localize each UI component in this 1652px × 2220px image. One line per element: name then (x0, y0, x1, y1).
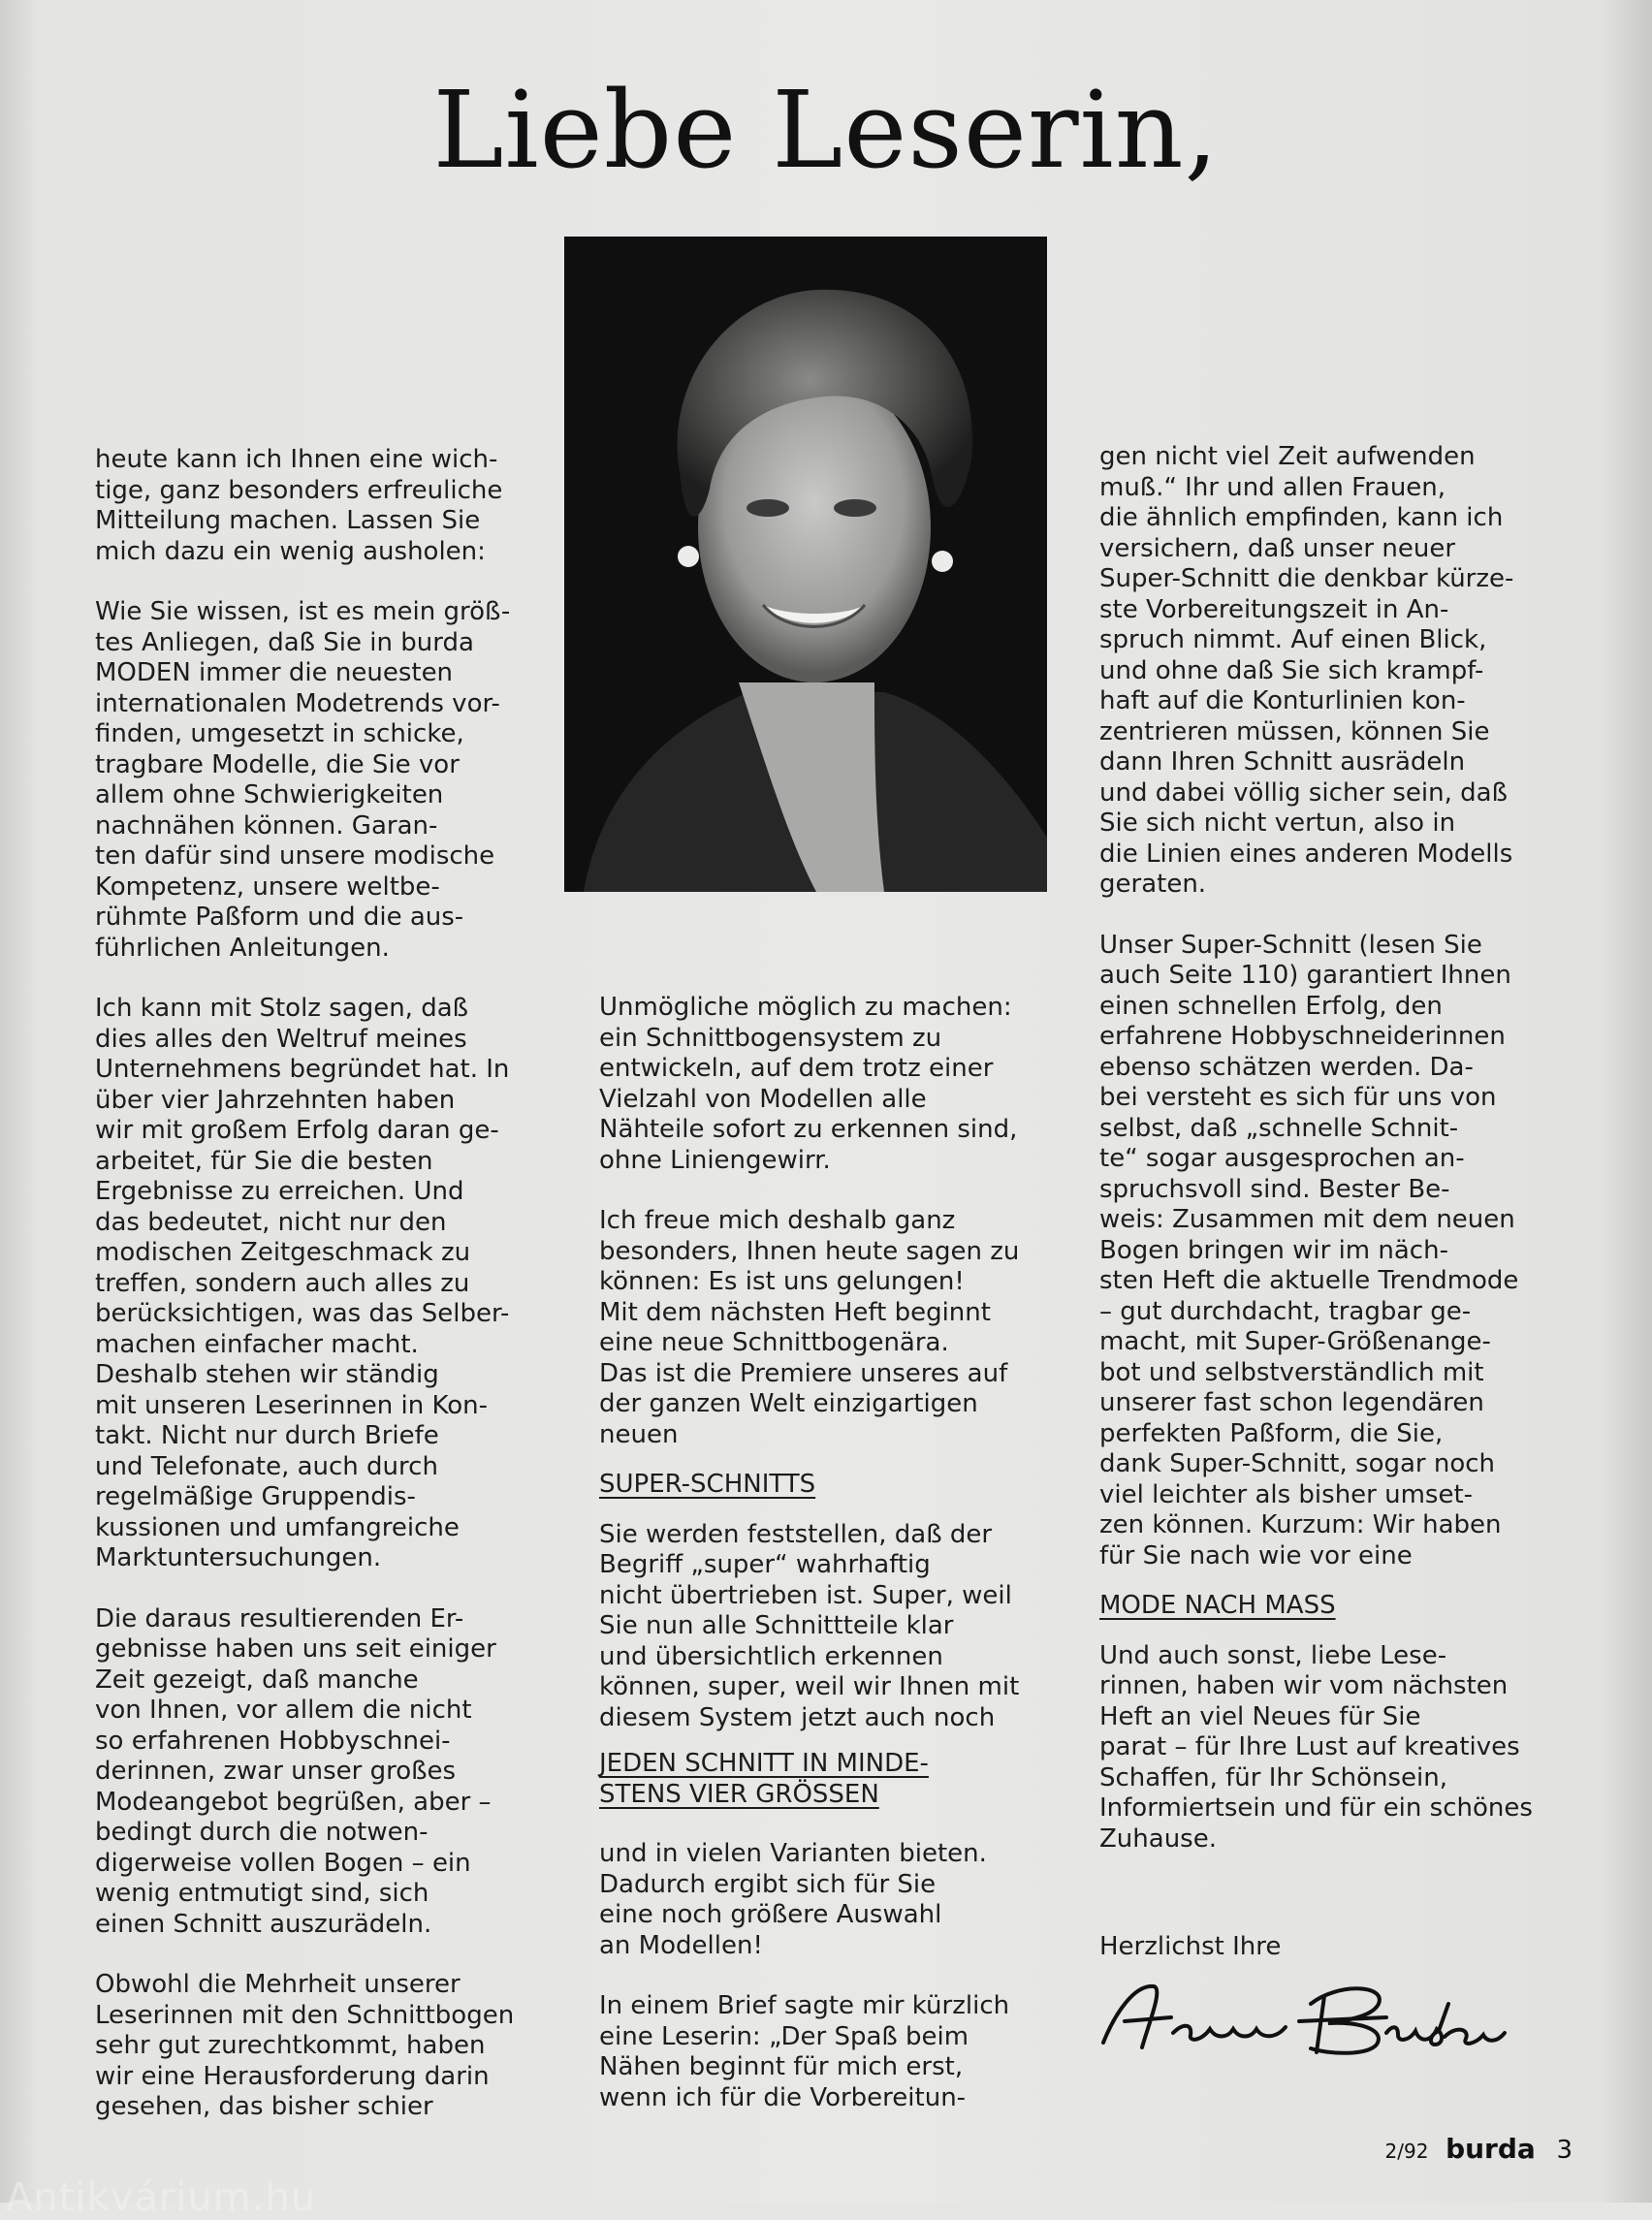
closing-greeting: Herzlichst Ihre (1099, 1932, 1282, 1961)
watermark-text: Antikvárium.hu (6, 2175, 317, 2220)
right-paragraph-3: Und auch sonst, liebe Lese- rinnen, haben wir vom nächsten Heft an viel Neues für Sie parat – für Ihre Lust auf kreatives Schaffen, für Ihr Schönsein, Informiertsein und für ein schönes Zuhause. (1099, 1640, 1533, 1854)
left-paragraph-5: Obwohl die Mehrheit unserer Leserinnen mit den Schnittbogen sehr gut zurechtkommt, haben wir eine Herausforderung darin gesehen, das bisher schier (95, 1970, 515, 2121)
magazine-brand: burda (1446, 2133, 1536, 2165)
heading-vier-groessen: JEDEN SCHNITT IN MINDE- STENS VIER GRÖSSEN (599, 1749, 929, 1809)
issue-number: 2/92 (1384, 2140, 1429, 2163)
middle-paragraph-5: In einem Brief sagte mir kürzlich eine Leserin: „Der Spaß beim Nähen beginnt für mich erst, wenn ich für die Vorbereitun- (599, 1991, 1010, 2112)
left-paragraph-1: heute kann ich Ihnen eine wich- tige, ganz besonders erfreuliche Mitteilung machen. Lassen Sie mich dazu ein wenig ausholen: (95, 445, 503, 566)
left-paragraph-4: Die daraus resultierenden Er- gebnisse haben uns seit einiger Zeit gezeigt, daß manche von Ihnen, vor allem die nicht so erfahrenen Hobbyschnei- derinnen, zwar unser großes Modeangebot begrüßen, aber – bedingt durch die notwen- digerweise vollen Bogen – ein wenig entmutigt sind, sich einen Schnitt auszurädeln. (95, 1603, 496, 1939)
right-column (1099, 442, 1555, 2062)
middle-paragraph-1: Unmögliche möglich zu machen: ein Schnittbogensystem zu entwickeln, auf dem trotz einer Vielzahl von Modellen alle Nähteile sofort zu erkennen sind, ohne Liniengewirr. (599, 993, 1018, 1175)
left-column (95, 445, 551, 2153)
signature-icon (1096, 1975, 1522, 2062)
page-title: Liebe Leserin, (432, 68, 1220, 192)
middle-paragraph-2: Ich freue mich deshalb ganz besonders, Ihnen heute sagen zu können: Es ist uns gelungen! Mit dem nächsten Heft beginnt eine neue Schnittbogenära. Das ist die Premiere unseres auf der ganzen Welt einzigartigen neuen (599, 1206, 1020, 1449)
right-paragraph-1: gen nicht viel Zeit aufwenden muß.“ Ihr und allen Frauen, die ähnlich empfinden, kann ich versichern, daß unser neuer Super-Schnitt die denkbar kürze- ste Vorbereitungszeit in An- spruch nimmt. Auf einen Blick, und ohne daß Sie sich krampf- haft auf die Konturlinien kon- zentrieren müssen, können Sie dann Ihren Schnitt ausrädeln und dabei völlig sicher sein, daß Sie sich nicht vertun, also in die Linien eines anderen Modells geraten. (1099, 442, 1514, 899)
heading-super-schnitts: SUPER-SCHNITTS (599, 1470, 816, 1499)
left-paragraph-2: Wie Sie wissen, ist es mein größ- tes Anliegen, daß Sie in burda MODEN immer die neuesten internationalen Modetrends vor- finden, umgesetzt in schicke, tragbare Modelle, die Sie vor allem ohne Schwierigkeiten nachnähen können. Garan- ten dafür sind unsere modische Kompetenz, unsere weltbe- rühmte Paßform und die aus- führlichen Anleitungen. (95, 597, 511, 963)
page-footer (1385, 2133, 1573, 2165)
portrait-icon (564, 237, 1047, 892)
middle-paragraph-4: und in vielen Varianten bieten. Dadurch ergibt sich für Sie eine noch größere Auswahl an Modellen! (599, 1839, 987, 1960)
middle-column (599, 993, 1045, 2143)
portrait-photo (564, 237, 1047, 892)
left-paragraph-3: Ich kann mit Stolz sagen, daß dies alles den Weltruf meines Unternehmens begründet hat. In über vier Jahrzehnten haben wir mit großem Erfolg daran ge- arbeitet, für Sie die besten Ergebnisse zu erreichen. Und das bedeutet, nicht nur den modischen Zeitgeschmack zu treffen, sondern auch alles zu berücksichtigen, was das Selber- machen einfacher macht. Deshalb stehen wir ständig mit unseren Leserinnen in Kon- takt. Nicht nur durch Briefe und Telefonate, auch durch regelmäßige Gruppendis- kussionen und umfangreiche Marktuntersuchungen. (95, 994, 510, 1572)
middle-paragraph-3: Sie werden feststellen, daß der Begriff „super“ wahrhaftig nicht übertrieben ist. Super, weil Sie nun alle Schnittteile klar und übersichtlich erkennen können, super, weil wir Ihnen mit diesem System jetzt auch noch (599, 1519, 1020, 1732)
heading-mode-nach-mass: MODE NACH MASS (1099, 1591, 1336, 1620)
page-number: 3 (1556, 2136, 1573, 2165)
right-paragraph-2: Unser Super-Schnitt (lesen Sie auch Seite 110) garantiert Ihnen einen schnellen Erfolg, den erfahrene Hobbyschneiderinnen ebenso schätzen werden. Da- bei versteht es sich für uns von selbst, daß „schnelle Schnit- te“ sogar ausgesprochen an- spruchsvoll sind. Bester Be- weis: Zusammen mit dem neuen Bogen bringen wir im näch- sten Heft die aktuelle Trendmode – gut durchdacht, tragbar ge- macht, mit Super-Größenange- bot und selbstverständlich mit unserer fast schon legendären perfekten Paßform, die Sie, dank Super-Schnitt, sogar noch viel leichter als bisher umset- zen können. Kurzum: Wir haben für Sie nach wie vor eine (1099, 930, 1519, 1570)
